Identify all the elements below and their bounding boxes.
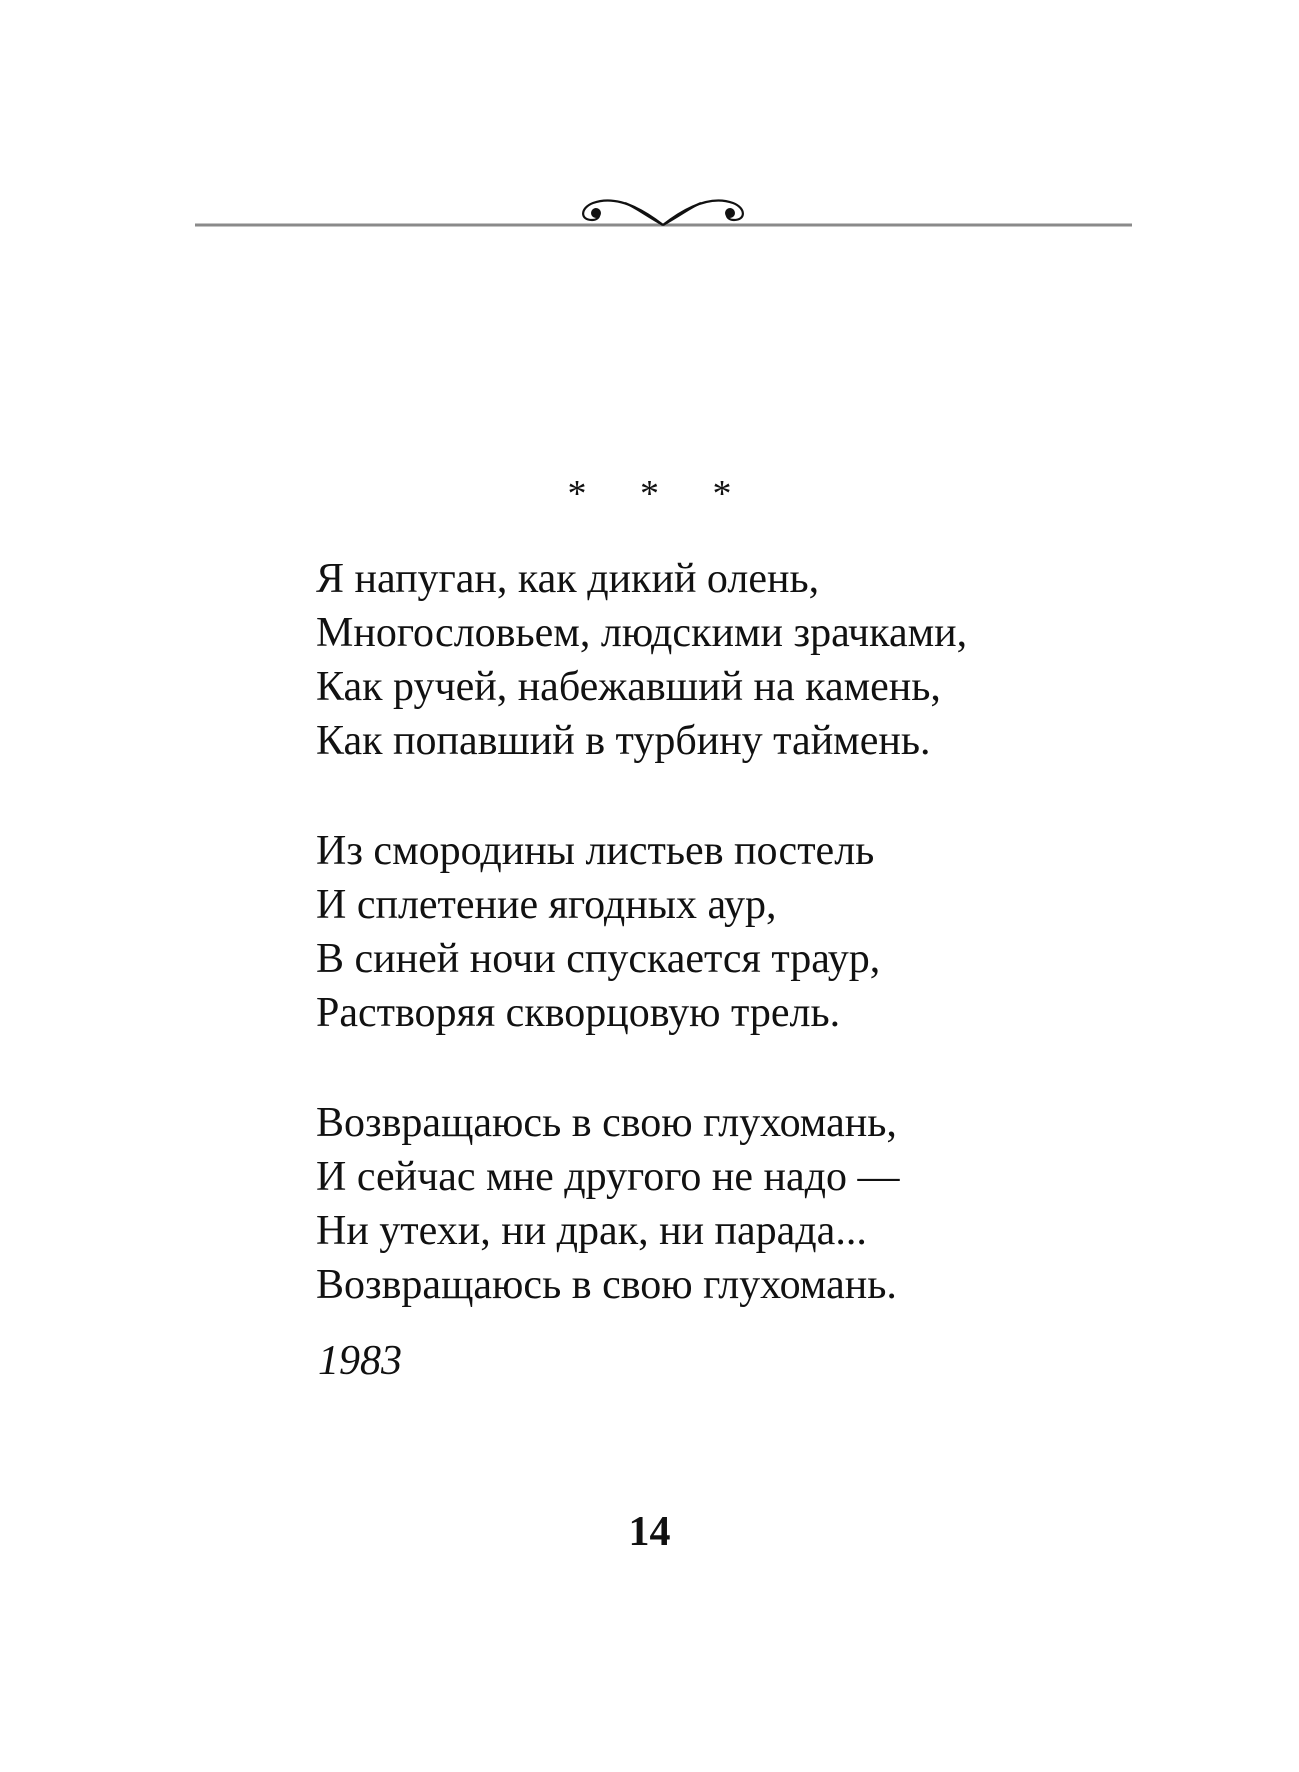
poem-body [316, 552, 1196, 1368]
flourish-divider-icon [195, 185, 1132, 235]
poem-line: Ни утехи, ни драк, ни парада... [316, 1208, 867, 1254]
stanza [316, 824, 1196, 1040]
page-number: 14 [628, 1509, 671, 1555]
poem-line: Возвращаюсь в свою глухомань, [316, 1100, 897, 1146]
poem-line: Возвращаюсь в свою глухомань. [316, 1262, 897, 1308]
poem-line: Из смородины листьев постель [316, 828, 875, 874]
poem-line: Как попавший в турбину таймень. [316, 718, 931, 764]
poem-line: Как ручей, набежавший на камень, [316, 664, 941, 710]
stanza [316, 1096, 1196, 1312]
poem-line: Растворяя скворцовую трель. [316, 990, 841, 1036]
poem-line: Многословьем, людскими зрачками, [316, 610, 968, 656]
poem-line: Я напуган, как дикий олень, [316, 556, 820, 602]
stanza-separator: * * * [567, 473, 754, 515]
poem-year: 1983 [318, 1338, 402, 1384]
poem-line: И сплетение ягодных аур, [316, 882, 777, 928]
poem-line: В синей ночи спускается траур, [316, 936, 881, 982]
poem-line: И сейчас мне другого не надо — [316, 1154, 900, 1200]
stanza [316, 552, 1196, 768]
